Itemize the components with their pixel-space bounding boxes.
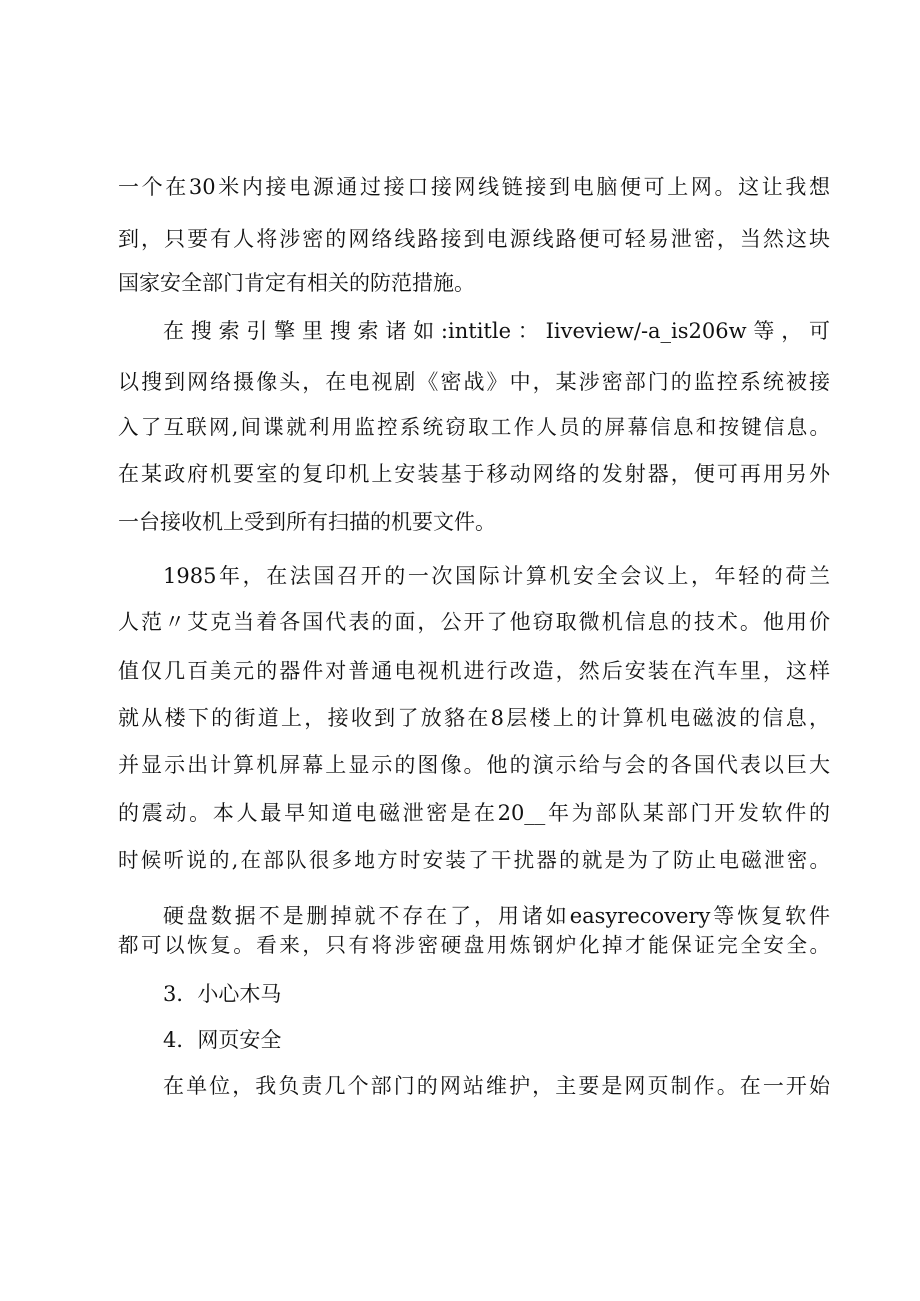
- paragraph-2-line-2: 以搜到网络摄像头，在电视剧《密战》中，某涉密部门的监控系统被接: [118, 370, 830, 394]
- paragraph-3-line-1: 1985年，在法国召开的一次国际计算机安全会议上，年轻的荷兰: [163, 564, 830, 588]
- paragraph-3-line-2: 人范〃艾克当着各国代表的面，公开了他窃取微机信息的技术。他用价: [118, 610, 830, 634]
- paragraph-4-line-2: 都可以恢复。看来，只有将涉密硬盘用炼钢炉化掉才能保证完全安全。: [118, 933, 830, 957]
- paragraph-1-line-2: 到，只要有人将涉密的网络线路接到电源线路便可轻易泄密，当然这块: [118, 227, 830, 251]
- paragraph-3-line-7: 时候听说的,在部队很多地方时安装了干扰器的就是为了防止电磁泄密。: [118, 848, 830, 872]
- paragraph-3-line-6: 的震动。本人最早知道电磁泄密是在20__年为部队某部门开发软件的: [118, 801, 830, 825]
- section-heading-webpage-security: 4．网页安全: [163, 1028, 282, 1052]
- paragraph-4-line-1: 硬盘数据不是删掉就不存在了，用诸如easyrecovery等恢复软件: [163, 904, 830, 928]
- paragraph-2-line-1: 在搜索引擎里搜索诸如:intitle：Iiveview/-a_is206w等，可: [163, 319, 830, 343]
- paragraph-2-line-4: 在某政府机要室的复印机上安装基于移动网络的发射器，便可再用另外: [118, 462, 830, 486]
- paragraph-2-line-3: 入了互联网,间谍就利用监控系统窃取工作人员的屏幕信息和按键信息。: [118, 415, 830, 439]
- section-heading-trojan: 3．小心木马: [163, 982, 282, 1006]
- paragraph-7-line-1: 在单位，我负责几个部门的网站维护，主要是网页制作。在一开始: [163, 1074, 830, 1098]
- paragraph-3-line-5: 并显示出计算机屏幕上显示的图像。他的演示给与会的各国代表以巨大: [118, 753, 830, 777]
- paragraph-2-line-5: 一台接收机上受到所有扫描的机要文件。: [118, 510, 496, 534]
- paragraph-1-line-3: 国家安全部门肯定有相关的防范措施。: [118, 271, 475, 295]
- paragraph-1-line-1: 一个在30米内接电源通过接口接网线链接到电脑便可上网。这让我想: [118, 175, 830, 199]
- paragraph-3-line-3: 值仅几百美元的器件对普通电视机进行改造，然后安装在汽车里，这样: [118, 659, 830, 683]
- paragraph-3-line-4: 就从楼下的街道上，接收到了放貉在8层楼上的计算机电磁波的信息，: [118, 706, 830, 730]
